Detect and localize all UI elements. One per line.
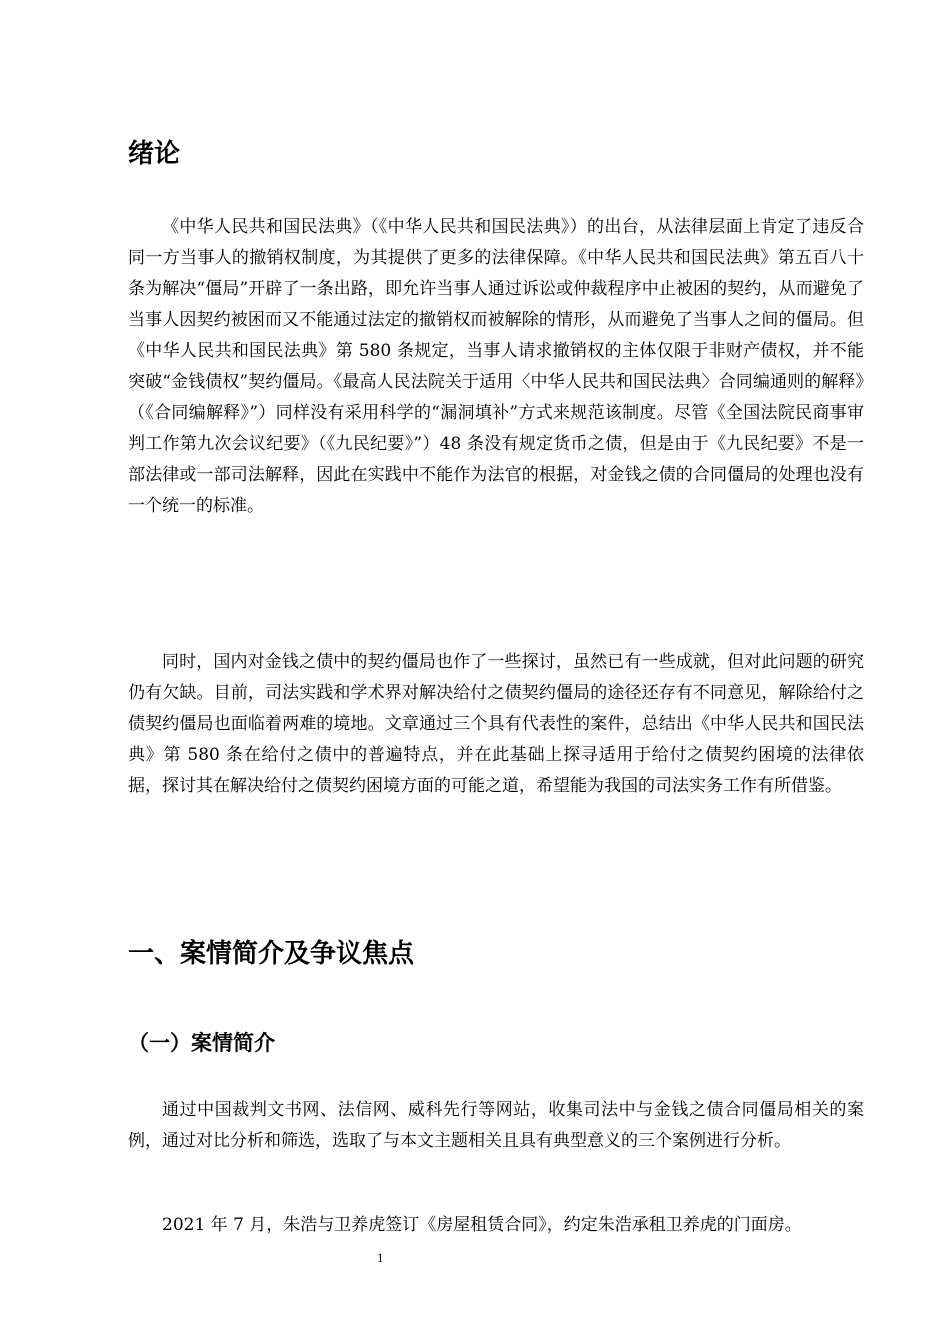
heading-case-summary: （一）案情简介 — [128, 1031, 275, 1055]
intro-paragraph-1: 《中华人民共和国民法典》（《中华人民共和国民法典》）的出台，从法律层面上肯定了违反合同一方当事人的撤销权制度，为其提供了更多的法律保障。《中华人民共和国民法典》第五百八十条为解决“僵局”开辟了一条出路，即允许当事人通过诉讼或仲裁程序中止被困的契约，从而避免了当事人因契约被困而又不能通过法定的撤销权而被解除的情形，从而避免了当事人之间的僵局。但《中华人民共和国民法典》第 580 条规定，当事人请求撤销权的主体仅限于非财产债权，并不能突破“金钱债权”契约僵局。《最高人民法院关于适用〈中华人民共和国民法典〉合同编通则的解释》（《合同编解释》”）同样没有采用科学的“漏洞填补”方式来规范该制度。尽管《全国法院民商事审判工作第九次会议纪要》（《九民纪要》”）48 条没有规定货币之债，但是由于《九民纪要》不是一部法律或一部司法解释，因此在实践中不能作为法官的根据，对金钱之债的合同僵局的处理也没有一个统一的标准。 — [128, 217, 864, 516]
heading-intro: 绪论 — [128, 139, 181, 169]
intro-paragraph-2: 同时，国内对金钱之债中的契约僵局也作了一些探讨，虽然已有一些成就，但对此问题的研究仍有欠缺。目前，司法实践和学术界对解决给付之债契约僵局的途径还存有不同意见，解除给付之债契约僵局也面临着两难的境地。文章通过三个具有代表性的案件，总结出《中华人民共和国民法典》第 580 条在给付之债中的普遍特点，并在此基础上探寻适用于给付之债契约困境的法律依据，探讨其在解决给付之债契约困境方面的可能之道，希望能为我国的司法实务工作有所借鉴。 — [128, 652, 864, 796]
heading-section-1: 一、案情简介及争议焦点 — [128, 939, 415, 969]
page-number: 1 — [377, 1250, 384, 1265]
case-paragraph-1: 通过中国裁判文书网、法信网、威科先行等网站，收集司法中与金钱之债合同僵局相关的案例，通过对比分析和筛选，选取了与本文主题相关且具有典型意义的三个案例进行分析。 — [128, 1100, 864, 1151]
case-paragraph-2: 2021 年 7 月，朱浩与卫养虎签订《房屋租赁合同》，约定朱浩承租卫养虎的门面房。 — [162, 1215, 802, 1235]
